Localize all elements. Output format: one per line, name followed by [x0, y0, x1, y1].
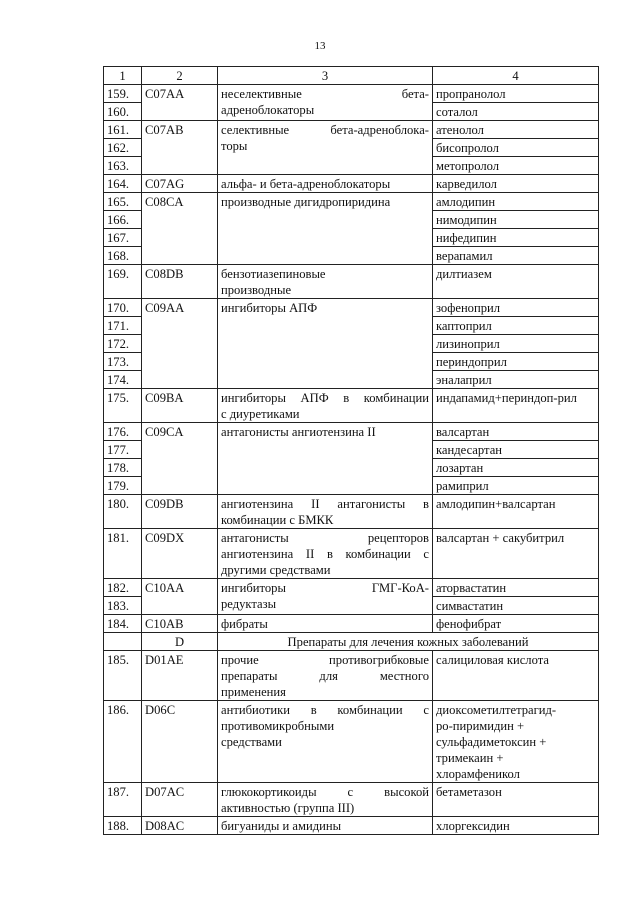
- atc-code: D07AC: [142, 783, 218, 817]
- drug-line: сульфадиметоксин +: [436, 735, 547, 749]
- table-row: [104, 423, 599, 441]
- group-line: бигуаниды и амидины: [221, 819, 342, 833]
- group-name: [218, 265, 433, 299]
- drug-line: тримекаин +: [436, 751, 504, 765]
- atc-code: D01AE: [142, 651, 218, 701]
- header-row: [104, 67, 599, 85]
- group-name: [218, 783, 433, 817]
- atc-code: C07AA: [142, 85, 218, 121]
- group-line: глюкокортикоиды с высокой: [221, 785, 429, 799]
- drug-name: периндоприл: [433, 353, 599, 371]
- group-line: прочие противогрибковые: [221, 653, 429, 667]
- row-number: 160.: [104, 103, 142, 121]
- row-number: 172.: [104, 335, 142, 353]
- drug-name: [433, 701, 599, 783]
- drug-name: зофеноприл: [433, 299, 599, 317]
- header-cell: 3: [218, 67, 433, 85]
- drug-line: бетаметазон: [436, 785, 502, 799]
- header-cell: 4: [433, 67, 599, 85]
- group-line: селективные бета-адреноблока-: [221, 123, 429, 137]
- group-name: [218, 389, 433, 423]
- drug-name: атенолол: [433, 121, 599, 139]
- group-line: фибраты: [221, 617, 268, 631]
- group-line: редуктазы: [221, 597, 277, 611]
- section-row: [104, 633, 599, 651]
- group-name: [218, 615, 433, 633]
- drug-name: нифедипин: [433, 229, 599, 247]
- group-name: [218, 299, 433, 389]
- drug-name: соталол: [433, 103, 599, 121]
- group-line: другими средствами: [221, 563, 331, 577]
- group-name: [218, 579, 433, 615]
- row-number: 173.: [104, 353, 142, 371]
- row-number: 175.: [104, 389, 142, 423]
- group-line: неселективные бета-: [221, 87, 429, 101]
- drug-name: лозартан: [433, 459, 599, 477]
- group-line: антагонисты рецепторов: [221, 531, 429, 545]
- row-number: 163.: [104, 157, 142, 175]
- row-number: 171.: [104, 317, 142, 335]
- table-row: [104, 175, 599, 193]
- group-line: антибиотики в комбинации с: [221, 703, 429, 717]
- row-number: 178.: [104, 459, 142, 477]
- drug-name: карведилол: [433, 175, 599, 193]
- drug-line: диоксометилтетрагид-: [436, 703, 557, 717]
- group-name: [218, 85, 433, 121]
- group-line: применения: [221, 685, 286, 699]
- table-row: [104, 783, 599, 817]
- section-code: D: [142, 633, 218, 651]
- drug-name: бисопролол: [433, 139, 599, 157]
- row-number: 168.: [104, 247, 142, 265]
- group-name: [218, 495, 433, 529]
- drug-name: [433, 651, 599, 701]
- group-line: антагонисты ангиотензина II: [221, 425, 376, 439]
- group-name: [218, 423, 433, 495]
- group-line: ингибиторы АПФ: [221, 301, 318, 315]
- drug-name: рамиприл: [433, 477, 599, 495]
- row-number: 185.: [104, 651, 142, 701]
- group-line: активностью (группа III): [221, 801, 355, 815]
- atc-code: C08DB: [142, 265, 218, 299]
- row-number: 159.: [104, 85, 142, 103]
- table-row: [104, 389, 599, 423]
- row-number: 177.: [104, 441, 142, 459]
- row-number: 164.: [104, 175, 142, 193]
- atc-code: C09DX: [142, 529, 218, 579]
- table-row: [104, 121, 599, 139]
- row-number: 184.: [104, 615, 142, 633]
- table-row: [104, 701, 599, 783]
- section-blank: [104, 633, 142, 651]
- drug-name: [433, 783, 599, 817]
- drug-name: валсартан: [433, 423, 599, 441]
- group-name: [218, 175, 433, 193]
- atc-code: D08AC: [142, 817, 218, 835]
- row-number: 176.: [104, 423, 142, 441]
- header-cell: 1: [104, 67, 142, 85]
- section-title: Препараты для лечения кожных заболеваний: [218, 633, 599, 651]
- group-name: [218, 701, 433, 783]
- group-line: противомикробными: [221, 719, 335, 733]
- row-number: 174.: [104, 371, 142, 389]
- atc-code: C10AA: [142, 579, 218, 615]
- drug-name: амлодипин: [433, 193, 599, 211]
- group-name: [218, 817, 433, 835]
- header-cell: 2: [142, 67, 218, 85]
- drug-name: валсартан + сакубитрил: [433, 529, 599, 579]
- drug-name: фенофибрат: [433, 615, 599, 633]
- table-row: [104, 579, 599, 597]
- drug-name: каптоприл: [433, 317, 599, 335]
- drug-name: [433, 817, 599, 835]
- atc-code: C09BA: [142, 389, 218, 423]
- row-number: 180.: [104, 495, 142, 529]
- group-line: бензотиазепиновые: [221, 267, 326, 281]
- group-line: ингибиторы ГМГ-КоА-: [221, 581, 429, 595]
- table-row: [104, 193, 599, 211]
- group-line: препараты для местного: [221, 669, 429, 683]
- group-line: с диуретиками: [221, 407, 300, 421]
- atc-code: C10AB: [142, 615, 218, 633]
- atc-code: C07AG: [142, 175, 218, 193]
- drug-name: верапамил: [433, 247, 599, 265]
- drug-line: салициловая кислота: [436, 653, 549, 667]
- row-number: 181.: [104, 529, 142, 579]
- group-line: производные: [221, 283, 292, 297]
- page-number: 13: [314, 40, 326, 52]
- table-row: [104, 817, 599, 835]
- table-row: [104, 299, 599, 317]
- table-row: [104, 651, 599, 701]
- group-line: торы: [221, 139, 248, 153]
- drug-name: нимодипин: [433, 211, 599, 229]
- drug-name: дилтиазем: [433, 265, 599, 299]
- row-number: 179.: [104, 477, 142, 495]
- row-number: 183.: [104, 597, 142, 615]
- group-line: комбинации с БМКК: [221, 513, 334, 527]
- row-number: 166.: [104, 211, 142, 229]
- group-line: альфа- и бета-адреноблокаторы: [221, 177, 391, 191]
- drug-name: амлодипин+валсартан: [433, 495, 599, 529]
- row-number: 188.: [104, 817, 142, 835]
- drug-name: аторвастатин: [433, 579, 599, 597]
- table-row: [104, 265, 599, 299]
- group-line: средствами: [221, 735, 282, 749]
- group-line: ангиотензина II антагонисты в: [221, 497, 429, 511]
- table-row: [104, 615, 599, 633]
- drug-name: лизиноприл: [433, 335, 599, 353]
- atc-code: C07AB: [142, 121, 218, 175]
- drug-line: ро-пиримидин +: [436, 719, 525, 733]
- group-name: [218, 529, 433, 579]
- group-name: [218, 651, 433, 701]
- table-row: [104, 85, 599, 103]
- group-line: ингибиторы АПФ в комбинации: [221, 391, 429, 405]
- drug-name: индапамид+периндоп-рил: [433, 389, 599, 423]
- drug-line: хлорамфеникол: [436, 767, 520, 781]
- drug-table: [103, 66, 599, 835]
- group-name: [218, 193, 433, 265]
- row-number: 187.: [104, 783, 142, 817]
- atc-code: D06C: [142, 701, 218, 783]
- row-number: 162.: [104, 139, 142, 157]
- table-row: [104, 495, 599, 529]
- atc-code: C09DB: [142, 495, 218, 529]
- row-number: 182.: [104, 579, 142, 597]
- row-number: 169.: [104, 265, 142, 299]
- group-line: адреноблокаторы: [221, 103, 315, 117]
- group-name: [218, 121, 433, 175]
- drug-name: пропранолол: [433, 85, 599, 103]
- row-number: 161.: [104, 121, 142, 139]
- group-line: производные дигидропиридина: [221, 195, 391, 209]
- table-row: [104, 529, 599, 579]
- row-number: 170.: [104, 299, 142, 317]
- drug-name: симвастатин: [433, 597, 599, 615]
- row-number: 186.: [104, 701, 142, 783]
- drug-name: эналаприл: [433, 371, 599, 389]
- group-line: ангиотензина II в комбинации с: [221, 547, 429, 561]
- atc-code: C08CA: [142, 193, 218, 265]
- atc-code: C09AA: [142, 299, 218, 389]
- drug-name: кандесартан: [433, 441, 599, 459]
- row-number: 165.: [104, 193, 142, 211]
- drug-name: метопролол: [433, 157, 599, 175]
- row-number: 167.: [104, 229, 142, 247]
- atc-code: C09CA: [142, 423, 218, 495]
- drug-line: хлоргексидин: [436, 819, 510, 833]
